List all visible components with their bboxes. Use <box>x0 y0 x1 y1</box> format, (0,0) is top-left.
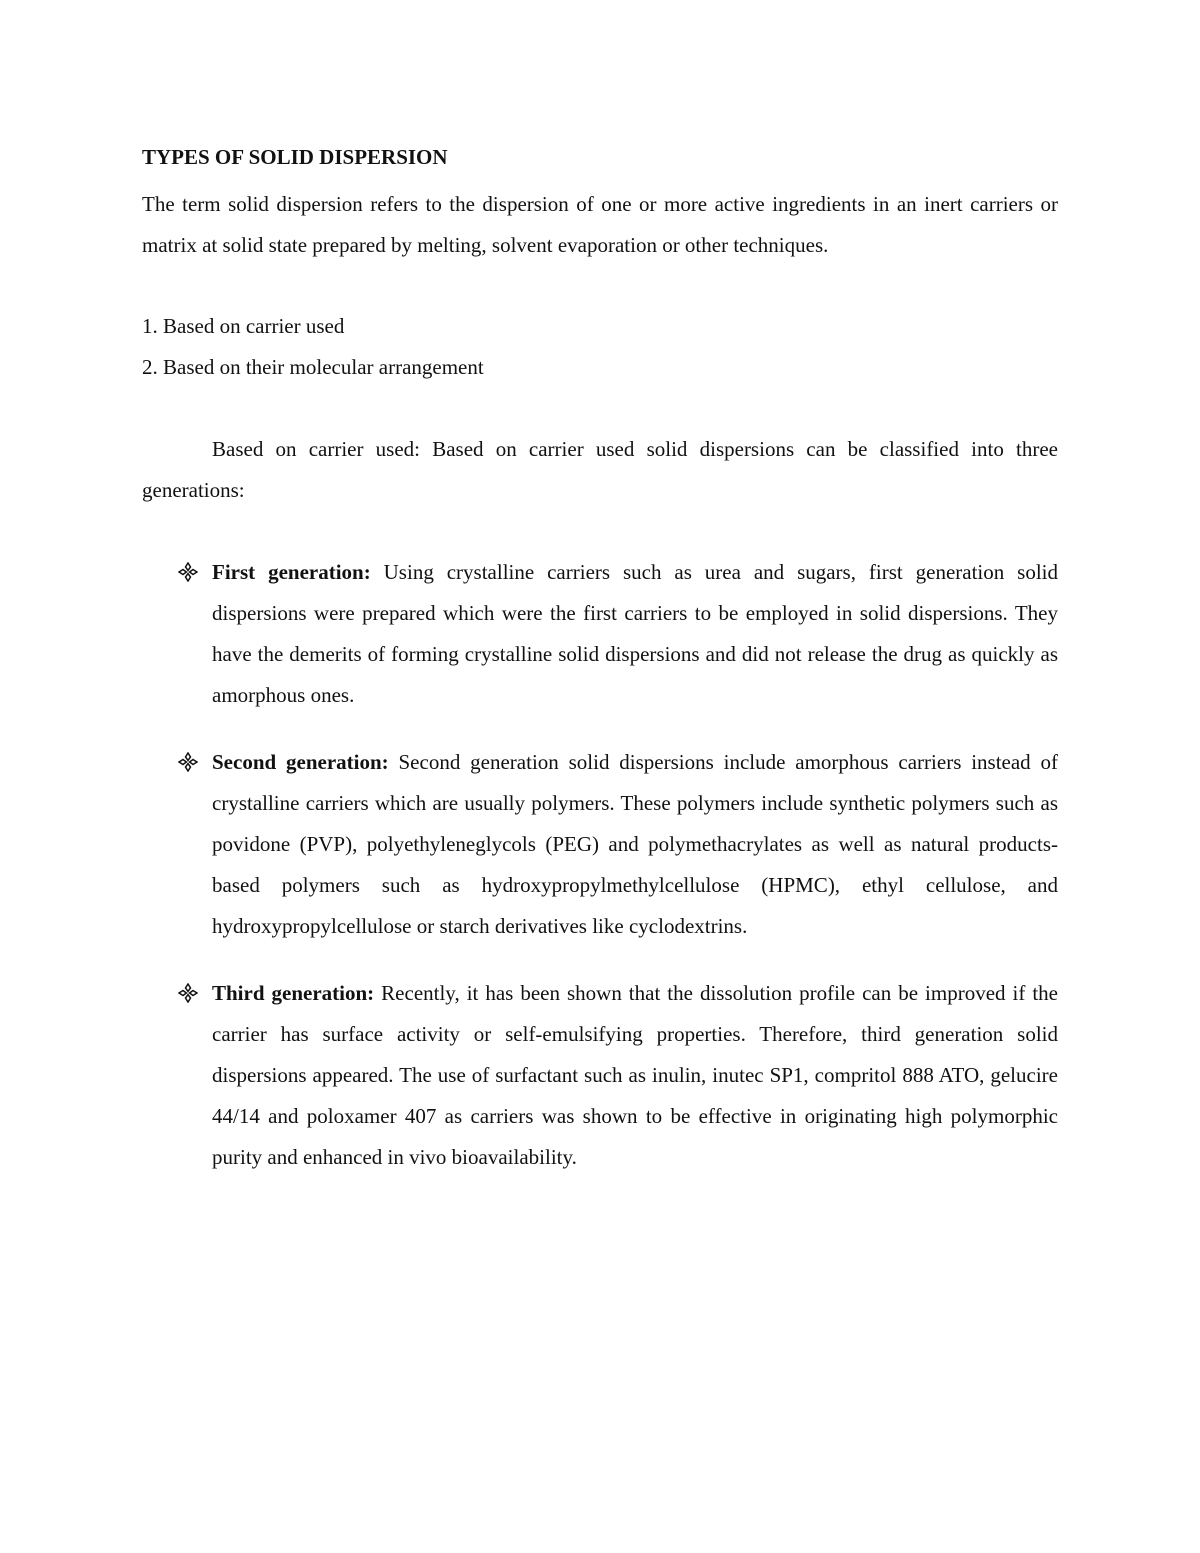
generation-item-third <box>142 973 1058 1178</box>
document-title: TYPES OF SOLID DISPERSION <box>142 145 448 169</box>
generation-text: Second generation solid dispersions include amorphous carriers instead of crystalline carriers which are usually polymers. These polymers include synthetic polymers such as povidone (PVP), polyethyleneglycols (PEG) and polymethacrylates as well as natural products-based polymers such as hydroxypropylmethylcellulose (HPMC), ethyl cellulose, and hydroxypropylcellulose or starch derivatives like cyclodextrins. <box>212 750 1059 938</box>
generation-item-second <box>142 742 1058 947</box>
generation-heading: Second generation: <box>212 750 389 774</box>
generation-heading: First generation: <box>212 560 371 584</box>
four-diamond-bullet-icon <box>178 552 198 593</box>
carrier-paragraph: Based on carrier used: Based on carrier used solid dispersions can be classified into three generations: <box>142 437 1058 502</box>
generation-text: Using crystalline carriers such as urea and sugars, first generation solid dispersions were prepared which were the first carriers to be employed in solid dispersions. They have the demerits of forming crystalline solid dispersions and did not release the drug as quickly as amorphous ones. <box>212 560 1059 707</box>
generation-text: Recently, it has been shown that the dissolution profile can be improved if the carrier has surface activity or self-emulsifying properties. Therefore, third generation solid dispersions appeared. The use of surfactant such as inulin, inutec SP1, compritol 888 ATO, gelucire 44/14 and poloxamer 407 as carriers was shown to be effective in originating high polymorphic purity and enhanced in vivo bioavailability. <box>212 981 1059 1169</box>
list-item: 2. Based on their molecular arrangement <box>142 355 484 379</box>
document-body <box>142 140 1058 1204</box>
list-item: 1. Based on carrier used <box>142 314 345 338</box>
classification-list <box>142 306 1058 388</box>
generation-item-first <box>142 552 1058 716</box>
intro-paragraph: The term solid dispersion refers to the dispersion of one or more active ingredients in an inert carriers or matrix at solid state prepared by melting, solvent evaporation or other techniques. <box>142 192 1058 257</box>
four-diamond-bullet-icon <box>178 742 198 783</box>
four-diamond-bullet-icon <box>178 973 198 1014</box>
generation-heading: Third generation: <box>212 981 375 1005</box>
generations-list <box>142 552 1058 1178</box>
